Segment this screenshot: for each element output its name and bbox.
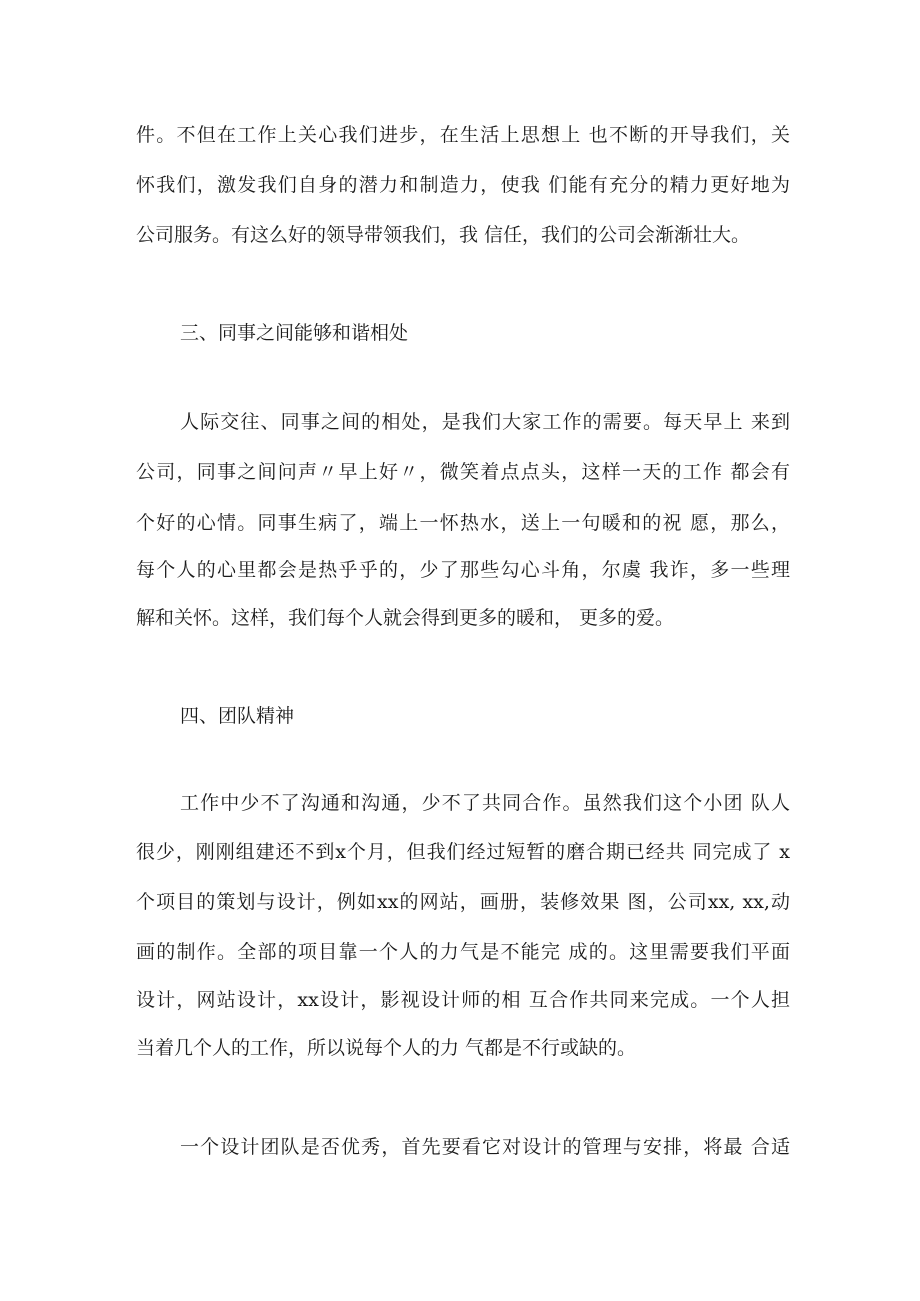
section-heading-4: 四、团队精神 bbox=[180, 705, 295, 727]
section-heading-3: 三、同事之间能够和谐相处 bbox=[180, 322, 409, 344]
paragraph-1-line-1: 件。不但在工作上关心我们进步，在生活上思想上 也不断的开导我们，关 bbox=[136, 124, 790, 146]
paragraph-3-line-4: 画的制作。全部的项目靠一个人的力气是不能完 成的。这里需要我们平面 bbox=[136, 941, 790, 963]
paragraph-2-line-3: 个好的心情。同事生病了，端上一怀热水，送上一句暖和的祝 愿，那么， bbox=[136, 512, 790, 534]
paragraph-3-line-2: 很少，刚刚组建还不到x个月，但我们经过短暂的磨合期已经共 同完成了 x bbox=[136, 841, 790, 863]
paragraph-2-line-5: 解和关怀。这样，我们每个人就会得到更多的暖和， 更多的爱。 bbox=[136, 607, 675, 629]
paragraph-4-line-1: 一个设计团队是否优秀，首先要看它对设计的管理与安排，将最 合适 bbox=[180, 1136, 790, 1158]
paragraph-2-line-4: 每个人的心里都会是热乎乎的，少了那些勾心斗角，尔虞 我诈，多一些理 bbox=[136, 559, 790, 581]
paragraph-1-line-2: 怀我们，激发我们自身的潜力和制造力，使我 们能有充分的精力更好地为 bbox=[136, 174, 790, 196]
paragraph-3-line-1: 工作中少不了沟通和沟通，少不了共同合作。虽然我们这个小团 队人 bbox=[180, 792, 790, 814]
paragraph-3-line-5: 设计，网站设计，xx设计，影视设计师的相 互合作共同来完成。一个人担 bbox=[136, 989, 790, 1011]
paragraph-2-line-1: 人际交往、同事之间的相处，是我们大家工作的需要。每天早上 来到 bbox=[180, 411, 790, 433]
paragraph-3-line-6: 当着几个人的工作，所以说每个人的力 气都是不行或缺的。 bbox=[136, 1037, 637, 1059]
paragraph-2-line-2: 公司，同事之间问声〃早上好〃，微笑着点点头，这样一天的工作 都会有 bbox=[136, 461, 790, 483]
paragraph-1-line-3: 公司服务。有这么好的领导带领我们，我 信任，我们的公司会渐渐壮大。 bbox=[136, 224, 751, 246]
paragraph-3-line-3: 个项目的策划与设计，例如xx的网站，画册，装修效果 图，公司xx, xx,动 bbox=[136, 891, 790, 913]
